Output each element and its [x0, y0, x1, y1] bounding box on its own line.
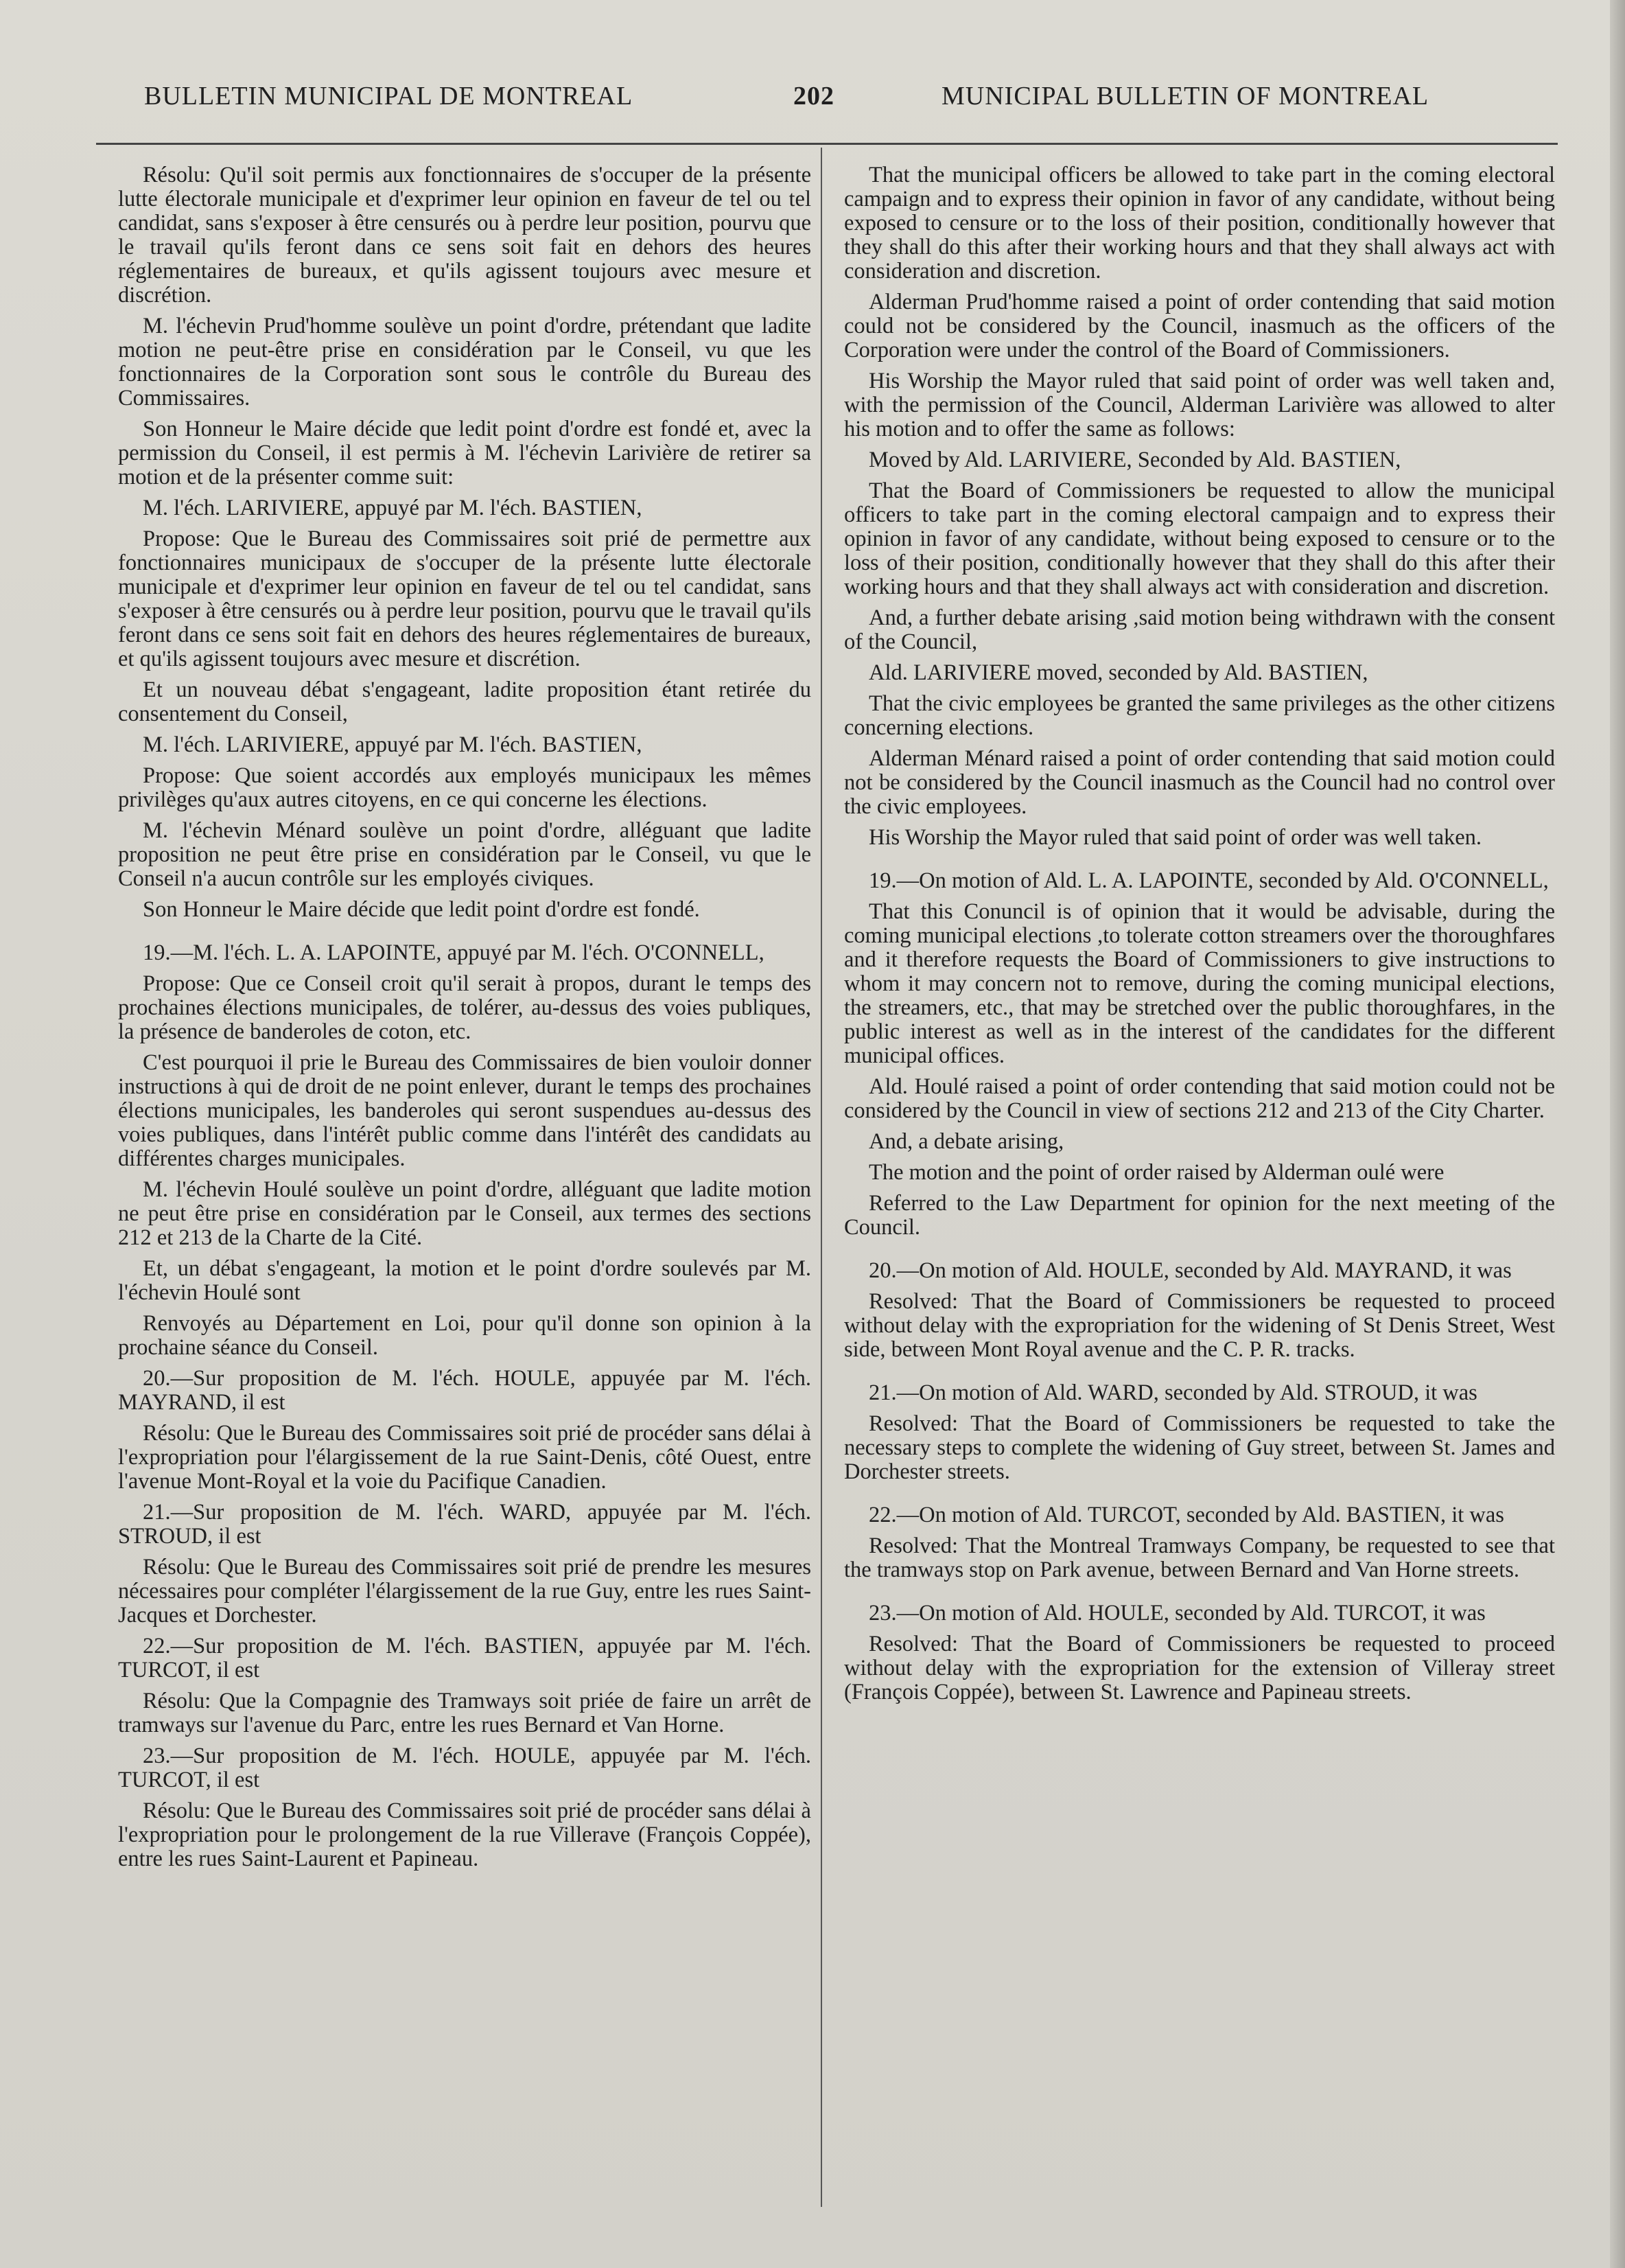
paragraph: M. l'éch. LARIVIERE, appuyé par M. l'éch. BASTIEN, — [143, 732, 642, 757]
paragraph: Résolu: Que la Compagnie des Tramways soit priée de faire un arrêt de tramways sur l'avenue du Parc, entre les rues Bernard et Van Horne. — [118, 1689, 811, 1737]
paragraph: That the civic employees be granted the same privileges as the other citizens concerning elections. — [844, 691, 1555, 740]
paragraph: M. l'échevin Prud'homme soulève un point d'ordre, prétendant que ladite motion ne peut-être prise en considération par le Conseil, vu que les fonctionnaires de la Corporation sont sous le contrôle du Bureau des Commissaires. — [118, 314, 811, 410]
paragraph: 23.—On motion of Ald. HOULE, seconded by Ald. TURCOT, it was — [869, 1601, 1486, 1625]
paragraph: 22.—On motion of Ald. TURCOT, seconded by Ald. BASTIEN, it was — [869, 1503, 1504, 1527]
french-column — [118, 163, 811, 1878]
paragraph: 19.—On motion of Ald. L. A. LAPOINTE, seconded by Ald. O'CONNELL, — [869, 868, 1549, 893]
paragraph: Resolved: That the Board of Commissioners be requested to take the necessary steps to complete the widening of Guy street, between St. James and Dorchester streets. — [844, 1411, 1555, 1484]
paragraph: His Worship the Mayor ruled that said point of order was well taken. — [869, 825, 1482, 850]
paragraph: And, a debate arising, — [869, 1129, 1064, 1154]
paragraph: Propose: Que soient accordés aux employés municipaux les mêmes privilèges qu'aux autres citoyens, en ce qui concerne les élections. — [118, 763, 811, 812]
paragraph: The motion and the point of order raised by Alderman oulé were — [869, 1160, 1445, 1185]
paragraph: 21.—On motion of Ald. WARD, seconded by Ald. STROUD, it was — [869, 1380, 1477, 1405]
paragraph: 20.—On motion of Ald. HOULE, seconded by Ald. MAYRAND, it was — [869, 1258, 1512, 1283]
column-divider — [821, 148, 822, 2207]
paragraph: Résolu: Qu'il soit permis aux fonctionnaires de s'occuper de la présente lutte électorale municipale et d'exprimer leur opinion en faveur de tel ou tel candidat, sans s'exposer à être censurés ou à perdre leur position, pourvu que le travail qu'ils feront dans ce sens soit fait en dehors des heures réglementaires de bureaux, et qu'ils agissent toujours avec mesure et discrétion. — [118, 163, 811, 308]
paragraph: Et, un débat s'engageant, la motion et le point d'ordre soulevés par M. l'échevin Houlé sont — [118, 1256, 811, 1305]
paragraph: C'est pourquoi il prie le Bureau des Commissaires de bien vouloir donner instructions à qui de droit de ne point enlever, durant le temps des prochaines élections municipales, les banderoles qui seront suspendues au-dessus des voies publiques, dans l'intérêt public comme dans l'intérêt des candidats au différentes charges municipales. — [118, 1050, 811, 1171]
paragraph: 23.—Sur proposition de M. l'éch. HOULE, appuyée par M. l'éch. TURCOT, il est — [118, 1744, 811, 1792]
paragraph: That the Board of Commissioners be requested to allow the municipal officers to take part in the coming electoral campaign and to express their opinion in favor of any candidate, without being exposed to censure or to the loss of their position, conditionally however that they shall do this after their working hours and that they shall always act with consideration and discretion. — [844, 478, 1555, 599]
paragraph: That the municipal officers be allowed to take part in the coming electoral campaign and to express their opinion in favor of any candidate, without being exposed to censure or to the loss of their position, conditionally however that they shall do this after their working hours and that they shall always act with consideration and discretion. — [844, 163, 1555, 284]
paragraph: His Worship the Mayor ruled that said point of order was well taken and, with the permission of the Council, Alderman Larivière was allowed to alter his motion and to offer the same as follows: — [844, 369, 1555, 441]
paragraph: Résolu: Que le Bureau des Commissaires soit prié de prendre les mesures nécessaires pour compléter l'élargissement de la rue Guy, entre les rues Saint-Jacques et Dorchester. — [118, 1555, 811, 1628]
header-title-french: BULLETIN MUNICIPAL DE MONTREAL — [144, 82, 633, 111]
paragraph: Resolved: That the Montreal Tramways Company, be requested to see that the tramways stop on Park avenue, between Bernard and Van Horne streets. — [844, 1534, 1555, 1582]
paragraph: 19.—M. l'éch. L. A. LAPOINTE, appuyé par M. l'éch. O'CONNELL, — [143, 940, 764, 965]
paragraph: Propose: Que ce Conseil croit qu'il serait à propos, durant le temps des prochaines élections municipales, de tolérer, au-dessus des voies publiques, la présence de banderoles de coton, etc. — [118, 971, 811, 1044]
paragraph: That this Conuncil is of opinion that it would be advisable, during the coming municipal elections ,to tolerate cotton streamers over the thoroughfares and it therefore requests the Board of Commissioners to give instructions to whom it may concern not to remove, during the coming municipal elections, the streamers, etc., that may be stretched over the public thoroughfares, in the public interest as well as in the interest of the candidates for the different municipal offices. — [844, 899, 1555, 1068]
paragraph: Résolu: Que le Bureau des Commissaires soit prié de procéder sans délai à l'expropriation pour le prolongement de la rue Villerave (François Coppée), entre les rues Saint-Laurent et Papineau. — [118, 1798, 811, 1871]
paragraph: Resolved: That the Board of Commissioners be requested to proceed without delay with the expropriation for the extension of Villeray street (François Coppée), between St. Lawrence and Papineau streets. — [844, 1632, 1555, 1704]
paragraph: Ald. LARIVIERE moved, seconded by Ald. BASTIEN, — [869, 660, 1368, 685]
header-title-english: MUNICIPAL BULLETIN OF MONTREAL — [942, 82, 1429, 111]
paragraph: M. l'échevin Ménard soulève un point d'ordre, alléguant que ladite proposition ne peut être prise en considération par le Conseil, vu que le Conseil n'a aucun contrôle sur les employés civiques. — [118, 818, 811, 891]
paragraph: Ald. Houlé raised a point of order contending that said motion could not be considered by the Council in view of sections 212 and 213 of the City Charter. — [844, 1074, 1555, 1123]
paragraph: Alderman Ménard raised a point of order contending that said motion could not be considered by the Council inasmuch as the Council had no control over the civic employees. — [844, 746, 1555, 819]
paragraph: Son Honneur le Maire décide que ledit point d'ordre est fondé. — [143, 897, 700, 922]
paragraph: 20.—Sur proposition de M. l'éch. HOULE, appuyée par M. l'éch. MAYRAND, il est — [118, 1366, 811, 1415]
paragraph: Et un nouveau débat s'engageant, ladite proposition étant retirée du consentement du Conseil, — [118, 678, 811, 726]
english-column — [844, 163, 1555, 1711]
paragraph: Propose: Que le Bureau des Commissaires soit prié de permettre aux fonctionnaires municipaux de s'occuper de la présente lutte électorale municipale et d'exprimer leur opinion en faveur de tel ou tel candidat, sans s'exposer à être censurés ou à perdre leur position, pourvu que le travail qu'ils feront dans ce sens soit fait en dehors des heures réglementaires de bureaux, et qu'ils agissent toujours avec mesure et discrétion. — [118, 526, 811, 671]
paragraph: 21.—Sur proposition de M. l'éch. WARD, appuyée par M. l'éch. STROUD, il est — [118, 1500, 811, 1549]
paragraph: M. l'échevin Houlé soulève un point d'ordre, alléguant que ladite motion ne peut être prise en considération par le Conseil, aux termes des sections 212 et 213 de la Charte de la Cité. — [118, 1177, 811, 1250]
paragraph: 22.—Sur proposition de M. l'éch. BASTIEN, appuyée par M. l'éch. TURCOT, il est — [118, 1634, 811, 1682]
paragraph: Alderman Prud'homme raised a point of order contending that said motion could not be considered by the Council, inasmuch as the officers of the Corporation were under the control of the Board of Commissioners. — [844, 290, 1555, 362]
paragraph: Résolu: Que le Bureau des Commissaires soit prié de procéder sans délai à l'expropriation pour l'élargissement de la rue Saint-Denis, côté Ouest, entre l'avenue Mont-Royal et la voie du Pacifique Canadien. — [118, 1421, 811, 1494]
paragraph: Referred to the Law Department for opinion for the next meeting of the Council. — [844, 1191, 1555, 1240]
paragraph: Renvoyés au Département en Loi, pour qu'il donne son opinion à la prochaine séance du Conseil. — [118, 1311, 811, 1360]
page-number: 202 — [793, 82, 834, 111]
header-rule — [96, 143, 1558, 145]
paragraph: And, a further debate arising ,said motion being withdrawn with the consent of the Council, — [844, 605, 1555, 654]
paragraph: Son Honneur le Maire décide que ledit point d'ordre est fondé et, avec la permission du Conseil, il est permis à M. l'échevin Larivière de retirer sa motion et de la présenter comme suit: — [118, 417, 811, 489]
paragraph: Resolved: That the Board of Commissioners be requested to proceed without delay with the expropriation for the widening of St Denis Street, West side, between Mont Royal avenue and the C. P. R. tracks. — [844, 1289, 1555, 1362]
page-edge-shadow — [1610, 0, 1625, 2268]
paragraph: M. l'éch. LARIVIERE, appuyé par M. l'éch. BASTIEN, — [143, 496, 642, 520]
paragraph: Moved by Ald. LARIVIERE, Seconded by Ald. BASTIEN, — [869, 448, 1401, 472]
page-header — [0, 81, 1625, 122]
